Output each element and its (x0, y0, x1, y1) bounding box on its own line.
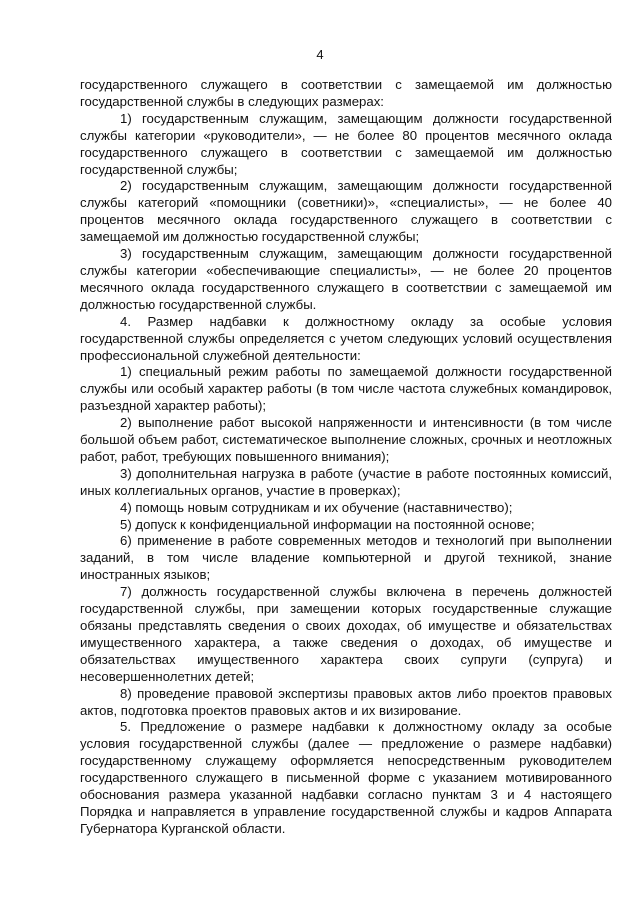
paragraph-continuation: государственного служащего в соответствии с замещаемой им должностью государственной службы в следующих размерах: (80, 77, 612, 109)
paragraph-condition-3: 3) дополнительная нагрузка в работе (участие в работе постоянных комиссий, иных коллегиальных органов, участие в проверках); (80, 465, 612, 498)
paragraph-section-5: 5. Предложение о размере надбавки к должностному окладу за особые условия государственной службы (далее — предложение о размере надбавки) государственному служащему оформляется непосредственным руководителем государственного служащего в письменной форме с указанием мотивированного обоснования размера указанной надбавки согласно пунктам 3 и 4 настоящего Порядка и направляется в управление государственной службы и кадров Аппарата Губернатора Курганской области. (80, 719, 612, 836)
paragraph-item-1-heads: 1) государственным служащим, замещающим должности государственной службы категории «руководители», — не более 80 процентов месячного оклада государственного служащего в соответствии с замещаемой им должностью государственной службы; (80, 110, 612, 177)
paragraph-condition-4: 4) помощь новым сотрудникам и их обучение (наставничество); (120, 499, 513, 515)
paragraph-condition-8: 8) проведение правовой экспертизы правовых актов либо проектов правовых актов, подготовка проектов правовых актов и их визирование. (80, 685, 612, 718)
paragraph-condition-6: 6) применение в работе современных методов и технологий при выполнении заданий, в том числе владение компьютерной и другой техникой, знание иностранных языков; (80, 533, 612, 583)
paragraph-condition-5: 5) допуск к конфиденциальной информации на постоянной основе; (120, 516, 535, 532)
page-number: 4 (316, 47, 324, 62)
paragraph-condition-7: 7) должность государственной службы включена в перечень должностей государственной службы, при замещении которых государственные служащие обязаны представлять сведения о своих доходах, об имуществе и обязательствах имущественного характера, а также сведения о доходах, об имуществе и обязательствах имущественного характера своих супруги (супруга) и несовершеннолетних детей; (80, 584, 612, 684)
paragraph-condition-2: 2) выполнение работ высокой напряженности и интенсивности (в том числе большой объем работ, систематическое выполнение сложных, срочных и неотложных работ, работ, требующих повышенного внимания); (80, 415, 612, 464)
paragraph-item-3-supporting-specialists: 3) государственным служащим, замещающим должности государственной службы категории «обеспечивающие специалисты», — не более 20 процентов месячного оклада государственного служащего в соответствии с замещаемой им должностью государственной службы. (80, 246, 612, 312)
paragraph-condition-1: 1) специальный режим работы по замещаемой должности государственной службы или особый характер работы (в том числе частота служебных командировок, разъездной характер работы); (80, 364, 612, 414)
paragraph-item-2-advisers-specialists: 2) государственным служащим, замещающим должности государственной службы категорий «помощники (советники)», «специалисты», — не более 40 процентов месячного оклада государственного служащего в соответствии с замещаемой им должностью государственной службы; (80, 178, 612, 245)
document-body (80, 77, 612, 838)
paragraph-section-4: 4. Размер надбавки к должностному окладу за особые условия государственной службы определяется с учетом следующих условий осуществления профессиональной служебной деятельности: (80, 313, 612, 363)
